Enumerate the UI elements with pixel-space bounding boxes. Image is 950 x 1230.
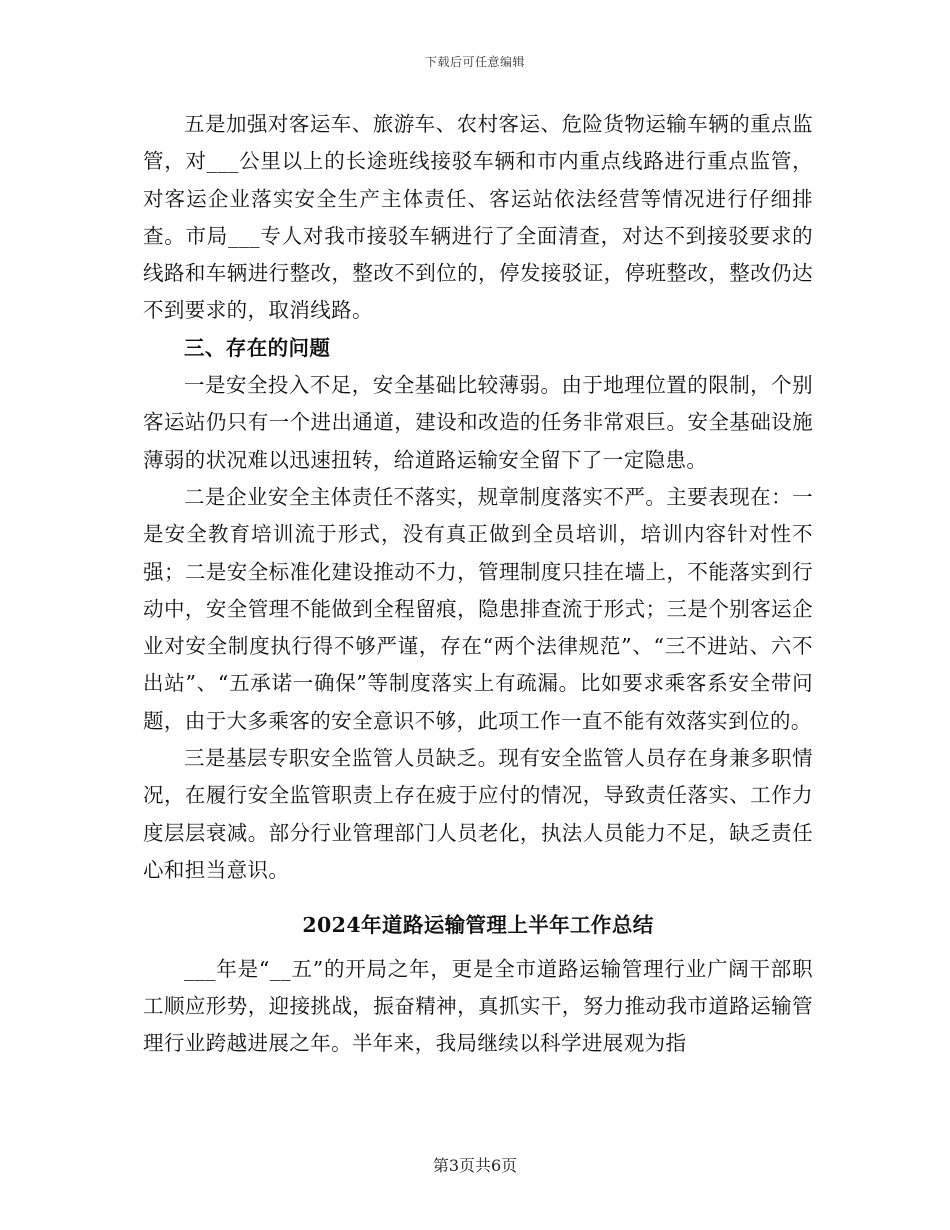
- section-heading-problems: 三、存在的问题: [184, 335, 331, 360]
- document-body: [143, 106, 813, 1062]
- document-title: 2024年道路运输管理上半年工作总结: [302, 913, 654, 938]
- paragraph-summary-intro: ___年是“__五”的开局之年，更是全市道路运输管理行业广阔干部职工顺应形势，迎接挑战，振奋精神，真抓实干，努力推动我市道路运输管理行业跨越进展之年。半年来，我局继续以科学进展观为指: [143, 956, 813, 1056]
- paragraph-problem-two: 二是企业安全主体责任不落实，规章制度落实不严。主要表现在：一是安全教育培训流于形式，没有真正做到全员培训，培训内容针对性不强；二是安全标准化建设推动不力，管理制度只挂在墙上，不能落实到行动中，安全管理不能做到全程留痕，隐患排查流于形式；三是个别客运企业对安全制度执行得不够严谨，存在“两个法律规范”、“三不进站、六不出站”、“五承诺一确保”等制度落实上有疏漏。比如要求乘客系安全带问题，由于大多乘客的安全意识不够，此项工作一直不能有效落实到位的。: [143, 484, 813, 733]
- paragraph-five: 五是加强对客运车、旅游车、农村客运、危险货物运输车辆的重点监管，对___公里以上的长途班线接驳车辆和市内重点线路进行重点监管，对客运企业落实安全生产主体责任、客运站依法经营等情况进行仔细排查。市局___专人对我市接驳车辆进行了全面清查，对达不到接驳要求的线路和车辆进行整改，整改不到位的，停发接驳证，停班整改，整改仍达不到要求的，取消线路。: [143, 112, 813, 323]
- page-header: 下载后可任意编辑: [424, 55, 525, 69]
- paragraph-problem-one: 一是安全投入不足，安全基础比较薄弱。由于地理位置的限制，个别客运站仍只有一个进出通道，建设和改造的任务非常艰巨。安全基础设施薄弱的状况难以迅速扭转，给道路运输安全留下了一定隐患。: [143, 373, 813, 472]
- page-number: 第3页共6页: [432, 1156, 518, 1175]
- paragraph-problem-three: 三是基层专职安全监管人员缺乏。现有安全监管人员存在身兼多职情况，在履行安全监管职责上存在疲于应付的情况，导致责任落实、工作力度层层衰减。部分行业管理部门人员老化，执法人员能力不足，缺乏责任心和担当意识。: [143, 746, 813, 882]
